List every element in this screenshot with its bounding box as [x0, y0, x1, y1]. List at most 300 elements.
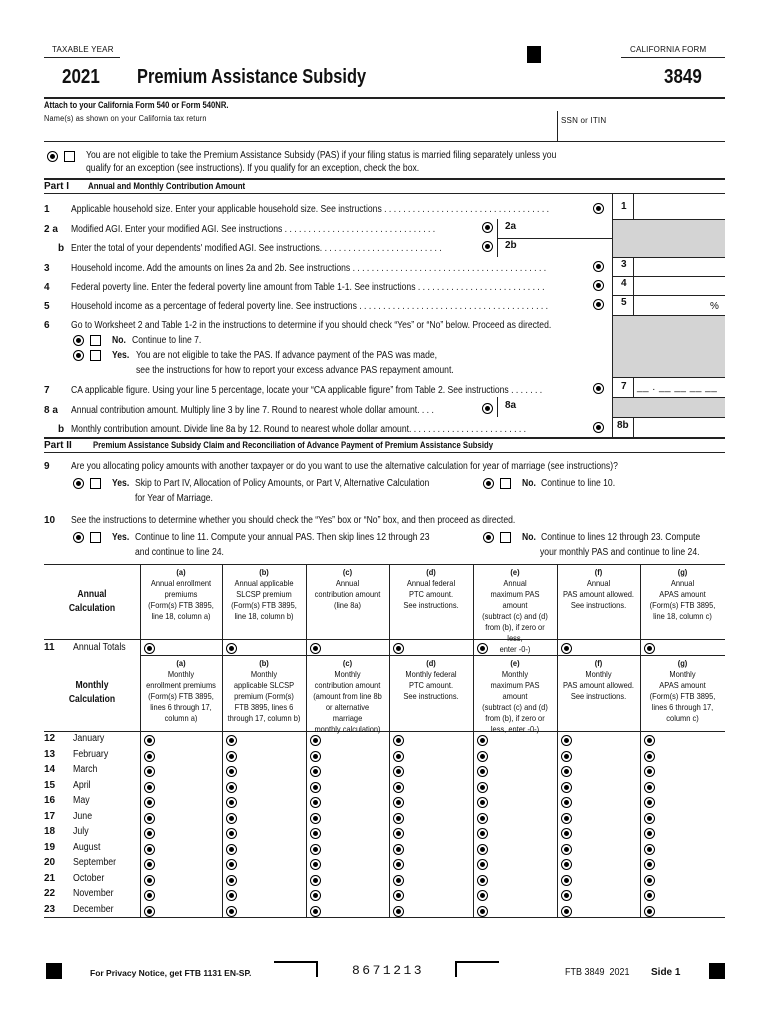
- month-line-number: 17: [44, 810, 56, 822]
- month-5-col-f-input[interactable]: [575, 795, 638, 809]
- month-5-col-d-input[interactable]: [407, 795, 471, 809]
- month-7-col-a-radio[interactable]: [144, 828, 155, 839]
- month-8-col-d-radio[interactable]: [393, 844, 404, 855]
- line4-radio[interactable]: [593, 280, 604, 291]
- month-4-col-d-radio[interactable]: [393, 782, 404, 793]
- month-11-col-b-input[interactable]: [240, 888, 304, 902]
- month-7-col-f-radio[interactable]: [561, 828, 572, 839]
- line6-yes-checkbox[interactable]: [90, 350, 101, 361]
- month-3-col-a-radio[interactable]: [144, 766, 155, 777]
- month-3-col-e-input[interactable]: [491, 764, 555, 778]
- month-1-col-c-input[interactable]: [324, 733, 387, 747]
- month-10-col-f-input[interactable]: [575, 873, 638, 887]
- annual-totals-col-d-input[interactable]: [407, 641, 471, 655]
- month-1-col-c-radio[interactable]: [310, 735, 321, 746]
- month-8-col-a-input[interactable]: [158, 842, 220, 856]
- month-5-col-a-input[interactable]: [158, 795, 220, 809]
- month-3-col-g-radio[interactable]: [644, 766, 655, 777]
- month-7-col-b-radio[interactable]: [226, 828, 237, 839]
- line8b-box-number: 8b: [617, 420, 629, 431]
- month-1-col-b-radio[interactable]: [226, 735, 237, 746]
- month-10-col-e-radio[interactable]: [477, 875, 488, 886]
- annual-col-c-header: Annual contribution amount (line 8a): [314, 578, 381, 610]
- month-5-col-g-input[interactable]: [658, 795, 723, 809]
- month-8-col-e-input[interactable]: [491, 842, 555, 856]
- line5-input[interactable]: [634, 296, 708, 314]
- month-5-col-f-radio[interactable]: [561, 797, 572, 808]
- line1-box-number: 1: [621, 201, 627, 212]
- month-2-col-c-radio[interactable]: [310, 751, 321, 762]
- line8b-radio[interactable]: [593, 422, 604, 433]
- month-2-col-f-radio[interactable]: [561, 751, 572, 762]
- month-10-col-c-radio[interactable]: [310, 875, 321, 886]
- month-7-col-g-radio[interactable]: [644, 828, 655, 839]
- line9-yes-checkbox[interactable]: [90, 478, 101, 489]
- annual-totals-col-e-radio[interactable]: [477, 643, 488, 654]
- annual-col-g-header: Annual APAS amount (Form(s) FTB 3895, line 18, column c): [649, 578, 716, 621]
- month-6-col-f-input[interactable]: [575, 811, 638, 825]
- month-2-col-e-input[interactable]: [491, 749, 555, 763]
- line4-text: Federal poverty line. Enter the federal poverty line amount from Table 1-1. See instructions . . . . . . . . . . . . . . . . . . . . . . . . . . .: [71, 282, 545, 293]
- month-1-col-b-input[interactable]: [240, 733, 304, 747]
- month-2-col-c-input[interactable]: [324, 749, 387, 763]
- line7-box-number: 7: [621, 381, 627, 392]
- month-12-col-d-radio[interactable]: [393, 906, 404, 917]
- month-3-col-a-input[interactable]: [158, 764, 220, 778]
- line8a-number: 8 a: [44, 405, 58, 416]
- month-7-col-g-input[interactable]: [658, 826, 723, 840]
- month-2-col-g-input[interactable]: [658, 749, 723, 763]
- month-8-col-c-radio[interactable]: [310, 844, 321, 855]
- line9-yes-label: Yes.: [112, 478, 130, 489]
- month-11-col-g-radio[interactable]: [644, 890, 655, 901]
- month-11-col-f-radio[interactable]: [561, 890, 572, 901]
- annual-col-e-header: Annual maximum PAS amount (subtract (c) and (d) from (b), if zero or less, enter -0-): [482, 578, 548, 654]
- month-line-number: 21: [44, 872, 56, 884]
- month-3-col-c-input[interactable]: [324, 764, 387, 778]
- line10-no-checkbox[interactable]: [500, 532, 511, 543]
- annual-totals-col-g-input[interactable]: [658, 641, 723, 655]
- month-9-col-f-input[interactable]: [575, 857, 638, 871]
- month-3-col-f-radio[interactable]: [561, 766, 572, 777]
- month-line-number: 22: [44, 888, 56, 899]
- month-6-col-e-input[interactable]: [491, 811, 555, 825]
- ssn-input[interactable]: [558, 126, 725, 140]
- month-12-col-c-input[interactable]: [324, 904, 387, 918]
- month-8-col-d-input[interactable]: [407, 842, 471, 856]
- month-10-col-f-radio[interactable]: [561, 875, 572, 886]
- month-6-col-a-input[interactable]: [158, 811, 220, 825]
- line6-yes-text: You are not eligible to take the PAS. If advance payment of the PAS was made,: [136, 350, 438, 361]
- month-4-col-c-radio[interactable]: [310, 782, 321, 793]
- month-10-col-d-input[interactable]: [407, 873, 471, 887]
- line10-yes-radio[interactable]: [73, 532, 84, 543]
- month-9-col-a-radio[interactable]: [144, 859, 155, 870]
- exception-checkbox[interactable]: [64, 151, 75, 162]
- month-4-col-g-radio[interactable]: [644, 782, 655, 793]
- monthly-calculation-label: Monthly Calculation: [68, 680, 116, 705]
- line2a-text: Modified AGI. Enter your modified AGI. See instructions . . . . . . . . . . . . . . . . . . . . . . . . . . . . . . . .: [71, 224, 436, 235]
- month-line-number: 15: [44, 779, 56, 791]
- monthly-col-c-letter: (c): [342, 658, 353, 668]
- month-4-col-f-radio[interactable]: [561, 782, 572, 793]
- line7-input[interactable]: [634, 378, 724, 396]
- month-1-col-f-input[interactable]: [575, 733, 638, 747]
- month-3-col-d-input[interactable]: [407, 764, 471, 778]
- month-4-col-e-radio[interactable]: [477, 782, 488, 793]
- line11-number: 11: [44, 642, 55, 653]
- annual-calculation-label: Annual Calculation: [68, 589, 116, 614]
- annual-col-f-letter: (f): [594, 567, 603, 577]
- line3-input[interactable]: [634, 258, 724, 275]
- month-2-col-g-radio[interactable]: [644, 751, 655, 762]
- line6-text: Go to Worksheet 2 and Table 1-2 in the instructions to determine if you should check “Yes” or “No” below. Proceed as directed.: [71, 320, 552, 331]
- annual-totals-col-f-input[interactable]: [575, 641, 638, 655]
- month-6-col-d-input[interactable]: [407, 811, 471, 825]
- monthly-col-f-header: Monthly PAS amount allowed. See instructions.: [563, 669, 634, 701]
- month-8-col-g-input[interactable]: [658, 842, 723, 856]
- month-name: December: [73, 903, 114, 915]
- line9-yes-text: Skip to Part IV, Allocation of Policy Amounts, or Part V, Alternative Calculation: [135, 478, 430, 489]
- month-4-col-b-radio[interactable]: [226, 782, 237, 793]
- month-7-col-c-radio[interactable]: [310, 828, 321, 839]
- line6-number: 6: [44, 320, 50, 331]
- month-7-col-a-input[interactable]: [158, 826, 220, 840]
- monthly-col-e-header: Monthly maximum PAS amount (subtract (c) and (d) from (b), if zero or less, enter -0-): [482, 669, 548, 734]
- annual-totals-col-e-input[interactable]: [491, 641, 555, 655]
- month-6-col-c-input[interactable]: [324, 811, 387, 825]
- month-6-col-b-input[interactable]: [240, 811, 304, 825]
- annual-totals-col-f-radio[interactable]: [561, 643, 572, 654]
- name-input[interactable]: [44, 111, 556, 139]
- footer-mark-left: [46, 963, 62, 979]
- month-8-col-c-input[interactable]: [324, 842, 387, 856]
- month-9-col-f-radio[interactable]: [561, 859, 572, 870]
- month-2-col-d-input[interactable]: [407, 749, 471, 763]
- month-3-col-f-input[interactable]: [575, 764, 638, 778]
- month-6-col-g-input[interactable]: [658, 811, 723, 825]
- line10-no-radio[interactable]: [483, 532, 494, 543]
- month-7-col-f-input[interactable]: [575, 826, 638, 840]
- month-3-col-b-radio[interactable]: [226, 766, 237, 777]
- part1-title: Annual and Monthly Contribution Amount: [88, 181, 246, 191]
- form-number: 3849: [664, 66, 702, 88]
- month-6-col-d-radio[interactable]: [393, 813, 404, 824]
- month-7-col-e-input[interactable]: [491, 826, 555, 840]
- month-8-col-f-radio[interactable]: [561, 844, 572, 855]
- monthly-col-d-header: Monthly federal PTC amount. See instructions.: [403, 669, 459, 701]
- month-2-col-f-input[interactable]: [575, 749, 638, 763]
- month-name: January: [73, 733, 105, 744]
- line9-text: Are you allocating policy amounts with another taxpayer or do you want to use the alternative calculation for year of marriage (see instructions)?: [71, 461, 618, 472]
- line4-box-number: 4: [621, 278, 627, 289]
- month-5-col-b-radio[interactable]: [226, 797, 237, 808]
- month-2-col-a-radio[interactable]: [144, 751, 155, 762]
- month-11-col-b-radio[interactable]: [226, 890, 237, 901]
- month-12-col-b-radio[interactable]: [226, 906, 237, 917]
- month-10-col-g-radio[interactable]: [644, 875, 655, 886]
- month-4-col-d-input[interactable]: [407, 780, 471, 794]
- month-1-col-a-input[interactable]: [158, 733, 220, 747]
- annual-totals-col-b-radio[interactable]: [226, 643, 237, 654]
- month-3-col-c-radio[interactable]: [310, 766, 321, 777]
- month-line-number: 14: [44, 764, 56, 775]
- month-10-col-e-input[interactable]: [491, 873, 555, 887]
- annual-col-f-header: Annual PAS amount allowed. See instructions.: [563, 578, 634, 610]
- month-10-col-g-input[interactable]: [658, 873, 723, 887]
- month-7-col-e-radio[interactable]: [477, 828, 488, 839]
- month-9-col-a-input[interactable]: [158, 857, 220, 871]
- month-5-col-e-radio[interactable]: [477, 797, 488, 808]
- month-12-col-a-radio[interactable]: [144, 906, 155, 917]
- month-name: June: [73, 810, 93, 822]
- month-6-col-g-radio[interactable]: [644, 813, 655, 824]
- month-4-col-c-input[interactable]: [324, 780, 387, 794]
- line9-number: 9: [44, 461, 50, 472]
- line5-box-number: 5: [621, 297, 627, 308]
- month-8-col-e-radio[interactable]: [477, 844, 488, 855]
- line7-format: __ . __ __ __ __: [637, 382, 718, 393]
- annual-totals-col-a-radio[interactable]: [144, 643, 155, 654]
- month-6-col-f-radio[interactable]: [561, 813, 572, 824]
- month-4-col-e-input[interactable]: [491, 780, 555, 794]
- month-7-col-d-radio[interactable]: [393, 828, 404, 839]
- month-name: October: [73, 872, 105, 884]
- part2-title: Premium Assistance Subsidy Claim and Reconciliation of Advance Payment of Premium Assistance Subsidy: [93, 440, 494, 450]
- monthly-col-f-letter: (f): [594, 658, 603, 668]
- month-4-col-g-input[interactable]: [658, 780, 723, 794]
- line6-no-label: No.: [112, 335, 126, 346]
- annual-totals-col-g-radio[interactable]: [644, 643, 655, 654]
- month-7-col-c-input[interactable]: [324, 826, 387, 840]
- month-8-col-f-input[interactable]: [575, 842, 638, 856]
- line4-input[interactable]: [634, 277, 724, 294]
- line8a-radio[interactable]: [482, 403, 493, 414]
- annual-totals-col-d-radio[interactable]: [393, 643, 404, 654]
- month-12-col-e-radio[interactable]: [477, 906, 488, 917]
- eligibility-text-2: qualify for an exception (see instructions). If you qualify for an exception, check the box.: [86, 163, 420, 174]
- line8a-text: Annual contribution amount. Multiply line 3 by line 7. Round to nearest whole dollar amount. . . .: [71, 405, 434, 416]
- line1-input[interactable]: [634, 194, 724, 218]
- month-9-col-d-input[interactable]: [407, 857, 471, 871]
- month-4-col-b-input[interactable]: [240, 780, 304, 794]
- month-5-col-e-input[interactable]: [491, 795, 555, 809]
- month-10-col-a-radio[interactable]: [144, 875, 155, 886]
- month-name: April: [73, 779, 91, 791]
- month-name: February: [73, 748, 109, 760]
- line6-yes-radio[interactable]: [73, 350, 84, 361]
- month-10-col-b-radio[interactable]: [226, 875, 237, 886]
- month-9-col-c-input[interactable]: [324, 857, 387, 871]
- month-7-col-b-input[interactable]: [240, 826, 304, 840]
- month-3-col-g-input[interactable]: [658, 764, 723, 778]
- month-11-col-e-radio[interactable]: [477, 890, 488, 901]
- month-12-col-e-input[interactable]: [491, 904, 555, 918]
- annual-totals-col-c-radio[interactable]: [310, 643, 321, 654]
- monthly-col-g-letter: (g): [677, 658, 688, 668]
- month-1-col-d-input[interactable]: [407, 733, 471, 747]
- part2-label: Part II: [44, 440, 72, 451]
- month-8-col-b-radio[interactable]: [226, 844, 237, 855]
- month-12-col-a-input[interactable]: [158, 904, 220, 918]
- month-6-col-a-radio[interactable]: [144, 813, 155, 824]
- footer-mark-right: [709, 963, 725, 979]
- ssn-label: SSN or ITIN: [561, 116, 607, 125]
- line9-no-label: No.: [522, 478, 536, 489]
- footer-bracket-right: [455, 961, 499, 977]
- month-9-col-b-radio[interactable]: [226, 859, 237, 870]
- line8b-input[interactable]: [634, 418, 724, 436]
- line2a-input[interactable]: [520, 220, 611, 237]
- month-11-col-c-radio[interactable]: [310, 890, 321, 901]
- line2b-radio[interactable]: [482, 241, 493, 252]
- month-9-col-b-input[interactable]: [240, 857, 304, 871]
- footer-side: Side 1: [651, 967, 681, 978]
- line7-radio[interactable]: [593, 383, 604, 394]
- privacy-notice: For Privacy Notice, get FTB 1131 EN-SP.: [90, 968, 252, 978]
- month-line-number: 18: [44, 826, 56, 837]
- line5-radio[interactable]: [593, 299, 604, 310]
- line6-no-radio[interactable]: [73, 335, 84, 346]
- month-5-col-c-radio[interactable]: [310, 797, 321, 808]
- annual-totals-col-a-input[interactable]: [158, 641, 220, 655]
- line9-yes-radio[interactable]: [73, 478, 84, 489]
- month-5-col-a-radio[interactable]: [144, 797, 155, 808]
- annual-col-g-letter: (g): [677, 567, 688, 577]
- month-1-col-e-radio[interactable]: [477, 735, 488, 746]
- annual-col-d-letter: (d): [426, 567, 436, 577]
- month-2-col-b-input[interactable]: [240, 749, 304, 763]
- month-6-col-c-radio[interactable]: [310, 813, 321, 824]
- monthly-col-b-letter: (b): [259, 658, 269, 668]
- month-8-col-a-radio[interactable]: [144, 844, 155, 855]
- line10-no-text: Continue to lines 12 through 23. Compute: [541, 532, 701, 543]
- month-12-col-c-radio[interactable]: [310, 906, 321, 917]
- month-1-col-e-input[interactable]: [491, 733, 555, 747]
- line3-number: 3: [44, 263, 50, 274]
- line4-number: 4: [44, 282, 50, 293]
- line10-yes-checkbox[interactable]: [90, 532, 101, 543]
- annual-col-a-header: Annual enrollment premiums (Form(s) FTB 3895, line 18, column a): [148, 578, 214, 621]
- month-2-col-b-radio[interactable]: [226, 751, 237, 762]
- month-11-col-c-input[interactable]: [324, 888, 387, 902]
- month-6-col-b-radio[interactable]: [226, 813, 237, 824]
- month-12-col-f-radio[interactable]: [561, 906, 572, 917]
- month-4-col-f-input[interactable]: [575, 780, 638, 794]
- month-10-col-b-input[interactable]: [240, 873, 304, 887]
- month-9-col-d-radio[interactable]: [393, 859, 404, 870]
- month-1-col-d-radio[interactable]: [393, 735, 404, 746]
- month-2-col-d-radio[interactable]: [393, 751, 404, 762]
- month-7-col-d-input[interactable]: [407, 826, 471, 840]
- month-12-col-f-input[interactable]: [575, 904, 638, 918]
- line5-number: 5: [44, 301, 50, 312]
- month-11-col-d-input[interactable]: [407, 888, 471, 902]
- line9-no-radio[interactable]: [483, 478, 494, 489]
- annual-col-b-header: Annual applicable SLCSP premium (Form(s) FTB 3895, line 18, column b): [231, 578, 297, 621]
- exception-radio[interactable]: [47, 151, 58, 162]
- month-11-col-d-radio[interactable]: [393, 890, 404, 901]
- line6-no-checkbox[interactable]: [90, 335, 101, 346]
- month-line-number: 13: [44, 748, 56, 760]
- annual-totals-label: Annual Totals: [73, 642, 126, 653]
- month-5-col-g-radio[interactable]: [644, 797, 655, 808]
- annual-totals-col-b-input[interactable]: [240, 641, 304, 655]
- month-11-col-a-input[interactable]: [158, 888, 220, 902]
- month-2-col-e-radio[interactable]: [477, 751, 488, 762]
- month-8-col-b-input[interactable]: [240, 842, 304, 856]
- month-5-col-c-input[interactable]: [324, 795, 387, 809]
- line2a-radio[interactable]: [482, 222, 493, 233]
- line6-yes-text-2: see the instructions for how to report your excess advance PAS repayment amount.: [136, 365, 454, 376]
- annual-totals-col-c-input[interactable]: [324, 641, 387, 655]
- month-10-col-d-radio[interactable]: [393, 875, 404, 886]
- line9-no-checkbox[interactable]: [500, 478, 511, 489]
- month-8-col-g-radio[interactable]: [644, 844, 655, 855]
- month-10-col-a-input[interactable]: [158, 873, 220, 887]
- month-1-col-f-radio[interactable]: [561, 735, 572, 746]
- month-9-col-e-radio[interactable]: [477, 859, 488, 870]
- monthly-col-b-header: Monthly applicable SLCSP premium (Form(s) FTB 3895, lines 6 through 17, column b): [227, 669, 301, 723]
- line2a-box-number: 2a: [505, 221, 517, 232]
- month-1-col-g-radio[interactable]: [644, 735, 655, 746]
- month-5-col-b-input[interactable]: [240, 795, 304, 809]
- month-1-col-g-input[interactable]: [658, 733, 723, 747]
- month-4-col-a-radio[interactable]: [144, 782, 155, 793]
- month-12-col-g-input[interactable]: [658, 904, 723, 918]
- part1-label: Part I: [44, 181, 70, 192]
- month-1-col-a-radio[interactable]: [144, 735, 155, 746]
- month-2-col-a-input[interactable]: [158, 749, 220, 763]
- month-name: March: [73, 764, 98, 775]
- month-11-col-g-input[interactable]: [658, 888, 723, 902]
- month-3-col-d-radio[interactable]: [393, 766, 404, 777]
- month-4-col-a-input[interactable]: [158, 780, 220, 794]
- line1-radio[interactable]: [593, 203, 604, 214]
- month-9-col-c-radio[interactable]: [310, 859, 321, 870]
- month-9-col-g-radio[interactable]: [644, 859, 655, 870]
- month-9-col-e-input[interactable]: [491, 857, 555, 871]
- line2b-box-number: 2b: [505, 240, 517, 251]
- month-12-col-g-radio[interactable]: [644, 906, 655, 917]
- line3-radio[interactable]: [593, 261, 604, 272]
- month-5-col-d-radio[interactable]: [393, 797, 404, 808]
- month-9-col-g-input[interactable]: [658, 857, 723, 871]
- line3-box-number: 3: [621, 259, 627, 270]
- line2a-number: 2 a: [44, 224, 58, 235]
- month-3-col-e-radio[interactable]: [477, 766, 488, 777]
- line8a-input[interactable]: [520, 398, 611, 416]
- month-6-col-e-radio[interactable]: [477, 813, 488, 824]
- month-12-col-d-input[interactable]: [407, 904, 471, 918]
- month-12-col-b-input[interactable]: [240, 904, 304, 918]
- month-line-number: 19: [44, 841, 56, 853]
- month-name: August: [73, 841, 101, 853]
- line8b-text: Monthly contribution amount. Divide line 8a by 12. Round to nearest whole dollar amount. . . . . . . . . . . . . . . . . . . . . . . . .: [71, 424, 527, 435]
- annual-col-b-letter: (b): [259, 567, 269, 577]
- month-11-col-a-radio[interactable]: [144, 890, 155, 901]
- month-10-col-c-input[interactable]: [324, 873, 387, 887]
- month-line-number: 23: [44, 903, 56, 915]
- line2b-input[interactable]: [520, 239, 611, 256]
- california-form-label: CALIFORNIA FORM: [630, 45, 707, 54]
- month-3-col-b-input[interactable]: [240, 764, 304, 778]
- form-code: 8671213: [352, 963, 425, 978]
- monthly-col-a-header: Monthly enrollment premiums (Form(s) FTB 3895, lines 6 through 17, column a): [146, 669, 216, 723]
- line5-text: Household income as a percentage of federal poverty line. See instructions . . . . . . . . . . . . . . . . . . . . . . . . . . . . . . . . . . . . . . . .: [71, 301, 549, 312]
- month-11-col-e-input[interactable]: [491, 888, 555, 902]
- month-11-col-f-input[interactable]: [575, 888, 638, 902]
